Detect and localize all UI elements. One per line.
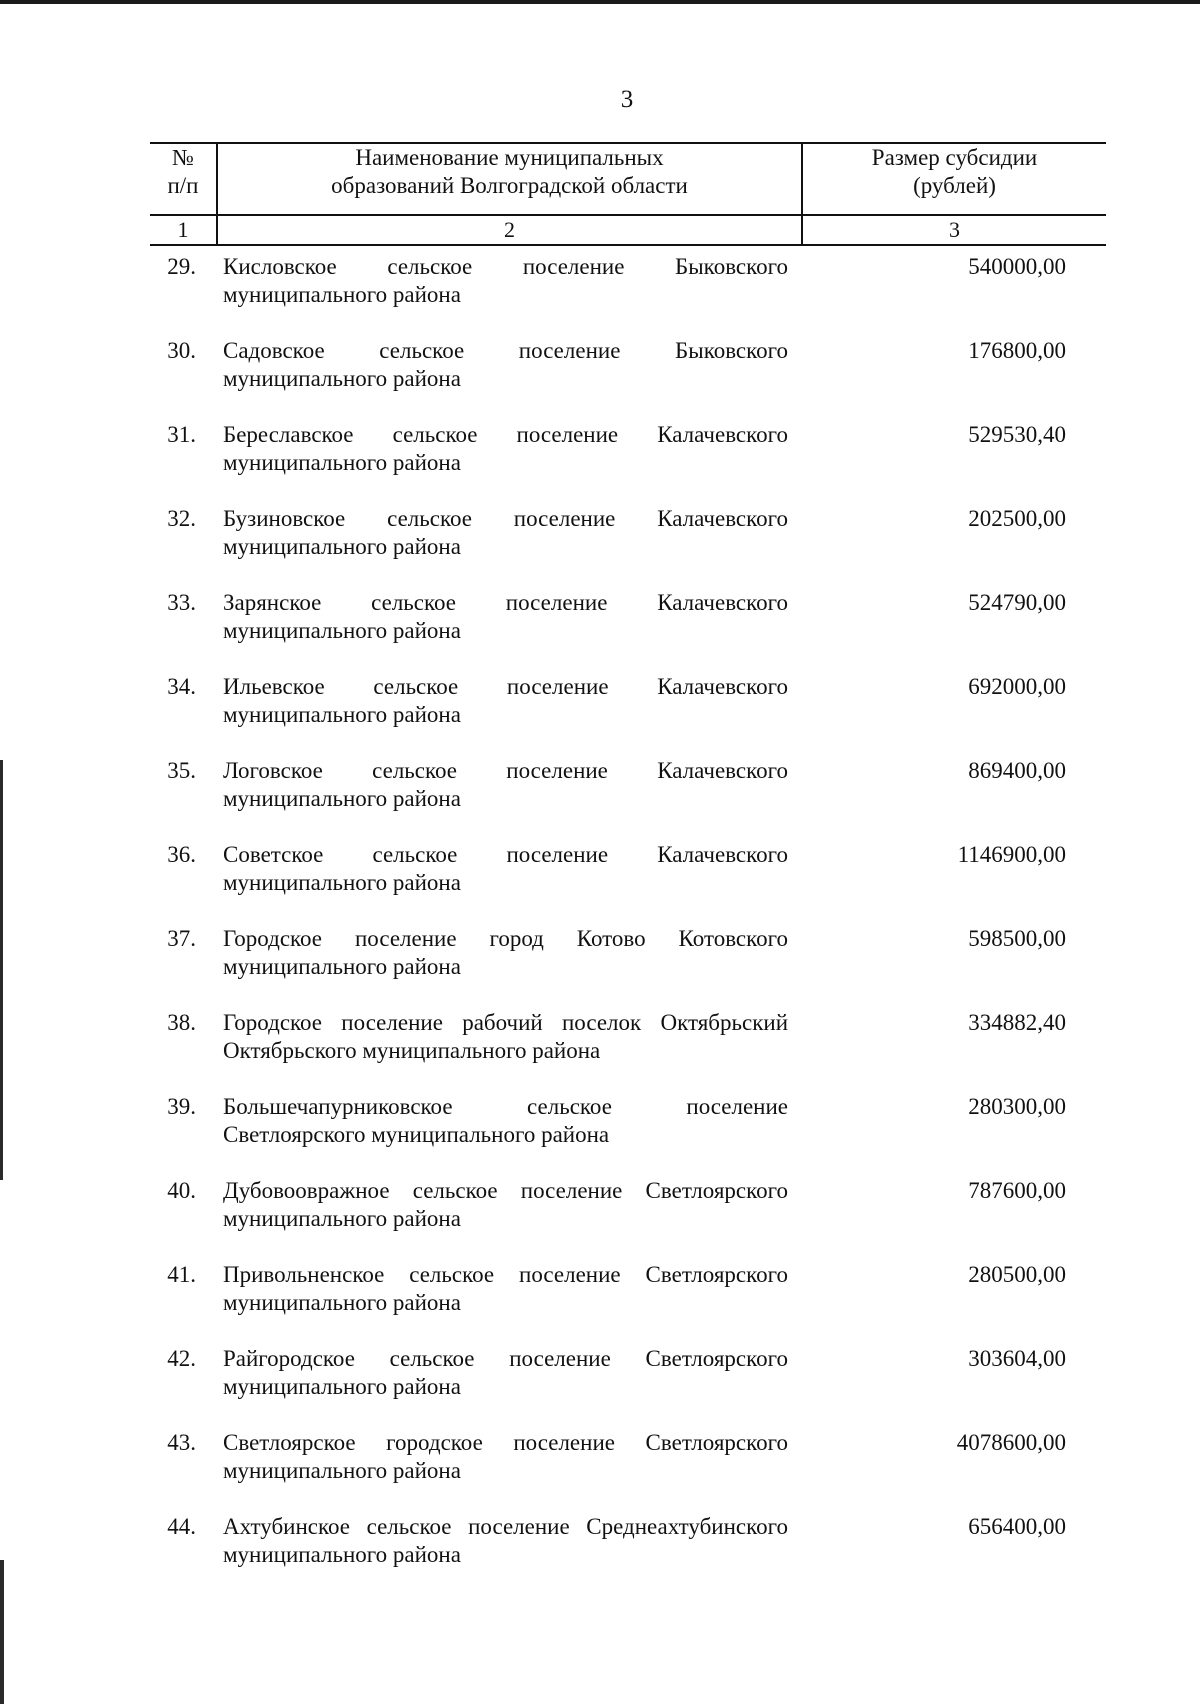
- row-municipality-name: [223, 1513, 788, 1569]
- row-number: 41.: [167, 1262, 196, 1287]
- table-row: [0, 337, 1200, 407]
- header-col-number-line1: №: [172, 145, 194, 170]
- row-name-line2: муниципального района: [223, 1542, 461, 1567]
- row-municipality-name: [223, 589, 788, 645]
- row-amount: 303604,00: [968, 1346, 1066, 1371]
- row-name-line2: муниципального района: [223, 366, 461, 391]
- row-name-line1: Большечапурниковское сельское поселение: [223, 1094, 788, 1119]
- row-number: 36.: [167, 842, 196, 867]
- table-row: [0, 673, 1200, 743]
- row-name-line2: муниципального района: [223, 282, 461, 307]
- row-name-line2: муниципального района: [223, 954, 461, 979]
- table-row: [0, 757, 1200, 827]
- row-amount: 176800,00: [968, 338, 1066, 363]
- row-name-line1: Городское поселение рабочий поселок Октябрьский: [223, 1010, 788, 1035]
- row-number: 29.: [167, 254, 196, 279]
- row-number: 40.: [167, 1178, 196, 1203]
- row-municipality-name: [223, 1261, 788, 1317]
- table-row: [0, 253, 1200, 323]
- row-number: 30.: [167, 338, 196, 363]
- row-number: 43.: [167, 1430, 196, 1455]
- row-name-line2: Октябрьского муниципального района: [223, 1038, 601, 1063]
- table-row: [0, 1345, 1200, 1415]
- row-name-line2: муниципального района: [223, 1290, 461, 1315]
- row-municipality-name: [223, 421, 788, 477]
- row-number: 38.: [167, 1010, 196, 1035]
- header-col-number-line2: п/п: [167, 173, 199, 198]
- row-number: 42.: [167, 1346, 196, 1371]
- row-number: 34.: [167, 674, 196, 699]
- row-amount: 280300,00: [968, 1094, 1066, 1119]
- row-amount: 529530,40: [968, 422, 1066, 447]
- header-col-amount-line2: (рублей): [913, 173, 996, 198]
- row-amount: 202500,00: [968, 506, 1066, 531]
- header-col-name: [218, 144, 801, 200]
- table-row: [0, 421, 1200, 491]
- table-row: [0, 1177, 1200, 1247]
- row-number: 33.: [167, 590, 196, 615]
- row-name-line2: муниципального района: [223, 786, 461, 811]
- row-name-line1: Кисловское сельское поселение Быковского: [223, 254, 788, 279]
- table-row: [0, 1261, 1200, 1331]
- table-row: [0, 505, 1200, 575]
- row-number: 39.: [167, 1094, 196, 1119]
- row-number: 32.: [167, 506, 196, 531]
- header-bottom-rule: [150, 214, 1106, 216]
- row-name-line2: муниципального района: [223, 870, 461, 895]
- row-municipality-name: [223, 925, 788, 981]
- row-amount: 280500,00: [968, 1262, 1066, 1287]
- header-col-name-line1: Наименование муниципальных: [355, 145, 664, 170]
- row-municipality-name: [223, 1177, 788, 1233]
- row-amount: 524790,00: [968, 590, 1066, 615]
- column-numbers-bottom-rule: [150, 244, 1106, 246]
- header-col-amount-line1: Размер субсидии: [871, 145, 1038, 170]
- header-col-name-line2: образований Волгоградской области: [331, 173, 688, 198]
- row-name-line2: муниципального района: [223, 1206, 461, 1231]
- row-amount: 656400,00: [968, 1514, 1066, 1539]
- column-number-1: 1: [177, 217, 189, 242]
- table-row: [0, 1429, 1200, 1499]
- row-number: 37.: [167, 926, 196, 951]
- table-row: [0, 1093, 1200, 1163]
- row-municipality-name: [223, 841, 788, 897]
- row-municipality-name: [223, 1009, 788, 1065]
- row-name-line1: Светлоярское городское поселение Светлоярского: [223, 1430, 788, 1455]
- scan-border-top: [0, 0, 1200, 4]
- table-row: [0, 925, 1200, 995]
- row-municipality-name: [223, 505, 788, 561]
- row-name-line2: Светлоярского муниципального района: [223, 1122, 610, 1147]
- row-municipality-name: [223, 757, 788, 813]
- row-name-line1: Ильевское сельское поселение Калачевского: [223, 674, 788, 699]
- page-number: 3: [620, 86, 634, 113]
- row-amount: 692000,00: [968, 674, 1066, 699]
- row-amount: 540000,00: [968, 254, 1066, 279]
- row-name-line1: Логовское сельское поселение Калачевского: [223, 758, 788, 783]
- table-row: [0, 841, 1200, 911]
- header-col-amount: [803, 144, 1106, 200]
- table-row: [0, 1513, 1200, 1583]
- column-number-2: 2: [504, 217, 515, 242]
- row-amount: 334882,40: [968, 1010, 1066, 1035]
- row-name-line2: муниципального района: [223, 702, 461, 727]
- table-row: [0, 589, 1200, 659]
- row-name-line1: Бузиновское сельское поселение Калачевского: [223, 506, 788, 531]
- header-col-number: [150, 144, 216, 200]
- row-name-line2: муниципального района: [223, 1458, 461, 1483]
- row-name-line1: Дубовоовражное сельское поселение Светлоярского: [223, 1178, 788, 1203]
- column-number-3: 3: [949, 217, 960, 242]
- row-name-line1: Райгородское сельское поселение Светлоярского: [223, 1346, 788, 1371]
- row-amount: 869400,00: [968, 758, 1066, 783]
- row-number: 31.: [167, 422, 196, 447]
- row-name-line1: Привольненское сельское поселение Светлоярского: [223, 1262, 788, 1287]
- row-amount: 598500,00: [968, 926, 1066, 951]
- row-name-line2: муниципального района: [223, 618, 461, 643]
- row-municipality-name: [223, 1345, 788, 1401]
- row-number: 44.: [167, 1514, 196, 1539]
- row-name-line1: Советское сельское поселение Калачевского: [223, 842, 788, 867]
- row-name-line1: Зарянское сельское поселение Калачевского: [223, 590, 788, 615]
- row-municipality-name: [223, 1093, 788, 1149]
- row-name-line2: муниципального района: [223, 534, 461, 559]
- row-number: 35.: [167, 758, 196, 783]
- row-municipality-name: [223, 673, 788, 729]
- row-amount: 787600,00: [968, 1178, 1066, 1203]
- table-row: [0, 1009, 1200, 1079]
- row-name-line1: Ахтубинское сельское поселение Среднеахтубинского: [223, 1514, 788, 1539]
- row-municipality-name: [223, 253, 788, 309]
- row-name-line2: муниципального района: [223, 1374, 461, 1399]
- row-municipality-name: [223, 337, 788, 393]
- row-amount: 4078600,00: [956, 1430, 1066, 1455]
- row-name-line2: муниципального района: [223, 450, 461, 475]
- row-name-line1: Береславское сельское поселение Калачевского: [223, 422, 788, 447]
- row-amount: 1146900,00: [957, 842, 1066, 867]
- row-name-line1: Садовское сельское поселение Быковского: [223, 338, 788, 363]
- row-municipality-name: [223, 1429, 788, 1485]
- row-name-line1: Городское поселение город Котово Котовского: [223, 926, 788, 951]
